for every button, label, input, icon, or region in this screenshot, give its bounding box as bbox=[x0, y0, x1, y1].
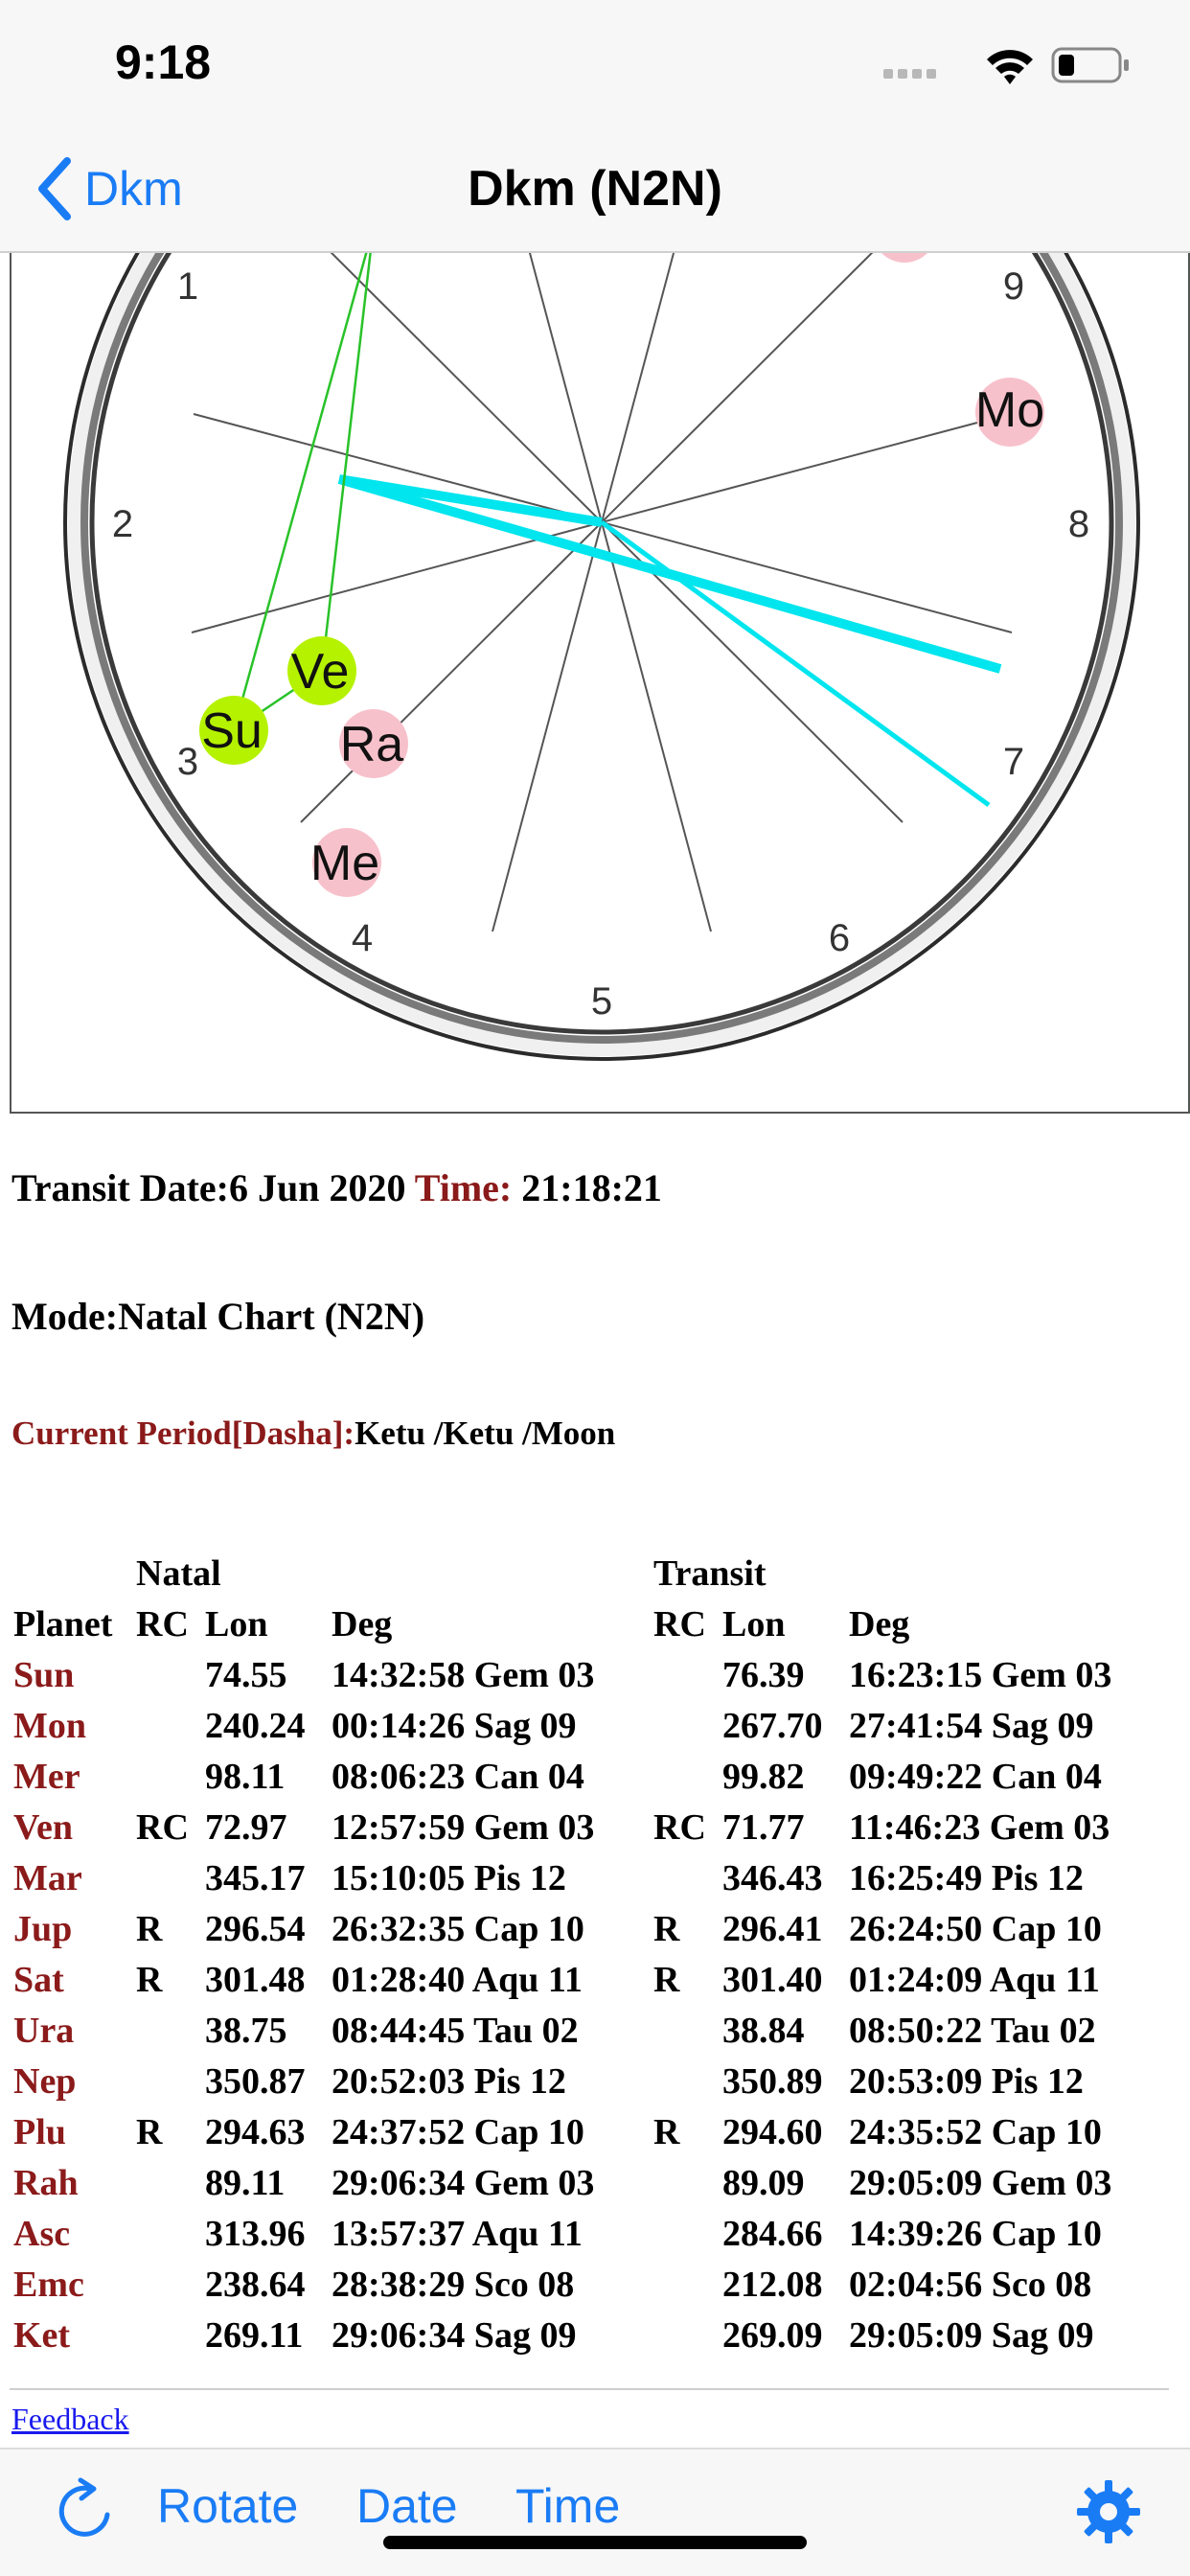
table-row bbox=[13, 2213, 1173, 2264]
table-row bbox=[13, 1857, 1173, 1908]
planet-name-cell: Asc bbox=[13, 2214, 71, 2254]
natal-lon-cell: 240.24 bbox=[205, 1706, 306, 1746]
transit-deg-cell: 02:04:56 Sco 08 bbox=[849, 2265, 1092, 2305]
table-row bbox=[13, 2111, 1173, 2162]
transit-date-label: Transit Date: bbox=[11, 1166, 229, 1209]
planet-name-cell: Rah bbox=[13, 2163, 79, 2203]
planet-column-header: Planet bbox=[13, 1604, 113, 1644]
status-bar bbox=[0, 0, 1190, 126]
table-row bbox=[13, 1654, 1173, 1705]
transit-date-value: 6 Jun 2020 bbox=[229, 1166, 406, 1209]
natal-lon-cell: 294.63 bbox=[205, 2112, 306, 2152]
planet-label-mo: Mo bbox=[974, 382, 1045, 438]
planet-name-cell: Nep bbox=[13, 2061, 77, 2102]
transit-deg-cell: 14:39:26 Cap 10 bbox=[849, 2214, 1102, 2254]
transit-deg-cell: 20:53:09 Pis 12 bbox=[849, 2061, 1084, 2102]
planet-name-cell: Mon bbox=[13, 1706, 86, 1746]
transit-rc-cell: R bbox=[653, 1960, 680, 2000]
aspect-line-thin bbox=[602, 522, 989, 805]
natal-deg-cell: 28:38:29 Sco 08 bbox=[332, 2265, 575, 2305]
natal-deg-cell: 13:57:37 Aqu 11 bbox=[332, 2214, 583, 2254]
house-number-2: 2 bbox=[111, 503, 134, 545]
transit-lon-cell: 38.84 bbox=[722, 2011, 805, 2051]
outer-ring-mid bbox=[84, 253, 1119, 1040]
natal-rc-cell: R bbox=[136, 2112, 163, 2152]
planet-label-ve: Ve bbox=[290, 644, 350, 700]
planet-name-cell: Emc bbox=[13, 2265, 84, 2305]
table-group-header bbox=[13, 1552, 1173, 1603]
natal-lon-header: Lon bbox=[205, 1604, 268, 1644]
transit-deg-cell: 24:35:52 Cap 10 bbox=[849, 2112, 1102, 2152]
status-icons bbox=[883, 42, 1133, 90]
table-row bbox=[13, 1756, 1173, 1806]
transit-lon-cell: 284.66 bbox=[722, 2214, 823, 2254]
house-number-4: 4 bbox=[351, 917, 374, 959]
transit-deg-cell: 11:46:23 Gem 03 bbox=[849, 1807, 1110, 1848]
time-button[interactable]: Time bbox=[515, 2479, 621, 2533]
time-value: 21:18:21 bbox=[521, 1166, 662, 1209]
house-number-3: 3 bbox=[176, 741, 199, 783]
gear-icon[interactable] bbox=[1075, 2478, 1142, 2545]
transit-deg-cell: 26:24:50 Cap 10 bbox=[849, 1909, 1102, 1949]
planet-name-cell: Plu bbox=[13, 2112, 66, 2152]
natal-lon-cell: 98.11 bbox=[205, 1757, 286, 1797]
table-row bbox=[13, 1959, 1173, 2010]
wifi-icon bbox=[987, 50, 1033, 84]
table-row bbox=[13, 2162, 1173, 2213]
chart-wheel bbox=[10, 253, 1190, 1114]
house-number-1: 1 bbox=[176, 265, 199, 308]
natal-lon-cell: 296.54 bbox=[205, 1909, 306, 1949]
natal-header: Natal bbox=[136, 1553, 221, 1594]
battery-icon bbox=[1053, 49, 1129, 81]
transit-lon-cell: 267.70 bbox=[722, 1706, 823, 1746]
natal-deg-cell: 15:10:05 Pis 12 bbox=[332, 1858, 566, 1898]
mode-value: Natal Chart (N2N) bbox=[118, 1295, 425, 1338]
signal-icon bbox=[883, 69, 936, 79]
natal-deg-cell: 29:06:34 Gem 03 bbox=[332, 2163, 595, 2203]
transit-lon-cell: 269.09 bbox=[722, 2315, 823, 2356]
transit-rc-cell: R bbox=[653, 1909, 680, 1949]
transit-deg-header: Deg bbox=[849, 1604, 910, 1644]
table-row bbox=[13, 1806, 1173, 1857]
natal-lon-cell: 269.11 bbox=[205, 2315, 304, 2356]
home-indicator bbox=[383, 2536, 807, 2549]
natal-deg-cell: 00:14:26 Sag 09 bbox=[332, 1706, 577, 1746]
transit-lon-cell: 71.77 bbox=[722, 1807, 805, 1848]
table-row bbox=[13, 2314, 1173, 2365]
mode-label: Mode: bbox=[11, 1295, 119, 1338]
planet-name-cell: Sun bbox=[13, 1655, 75, 1695]
planet-name-cell: Ket bbox=[13, 2315, 71, 2356]
transit-header: Transit bbox=[653, 1553, 767, 1594]
bottom-toolbar bbox=[0, 2448, 1190, 2576]
natal-deg-cell: 12:57:59 Gem 03 bbox=[332, 1807, 595, 1848]
status-time: 9:18 bbox=[115, 35, 212, 89]
rotate-button[interactable]: Rotate bbox=[157, 2479, 299, 2533]
table-row bbox=[13, 1908, 1173, 1959]
natal-deg-cell: 29:06:34 Sag 09 bbox=[332, 2315, 577, 2356]
natal-lon-cell: 89.11 bbox=[205, 2163, 286, 2203]
table-row bbox=[13, 2264, 1173, 2314]
natal-lon-cell: 345.17 bbox=[205, 1858, 306, 1898]
transit-lon-header: Lon bbox=[722, 1604, 786, 1644]
transit-lon-cell: 301.40 bbox=[722, 1960, 823, 2000]
transit-lon-cell: 294.60 bbox=[722, 2112, 823, 2152]
natal-deg-cell: 20:52:03 Pis 12 bbox=[332, 2061, 566, 2102]
table-row bbox=[13, 2060, 1173, 2111]
planet-marker-partial bbox=[872, 253, 937, 263]
house-number-9: 9 bbox=[1002, 265, 1025, 308]
house-number-7: 7 bbox=[1002, 741, 1025, 783]
period-line bbox=[11, 1414, 615, 1453]
house-number-8: 8 bbox=[1067, 503, 1090, 545]
house-number-5: 5 bbox=[590, 980, 613, 1023]
transit-lon-cell: 76.39 bbox=[722, 1655, 805, 1695]
natal-lon-cell: 313.96 bbox=[205, 2214, 306, 2254]
page-title: Dkm (N2N) bbox=[468, 161, 722, 217]
astro-chart[interactable] bbox=[10, 253, 1190, 1114]
natal-lon-cell: 74.55 bbox=[205, 1655, 287, 1695]
back-label: Dkm bbox=[84, 162, 183, 216]
transit-lon-cell: 346.43 bbox=[722, 1858, 823, 1898]
planet-name-cell: Ura bbox=[13, 2011, 75, 2051]
transit-deg-cell: 01:24:09 Aqu 11 bbox=[849, 1960, 1100, 2000]
mode-line bbox=[11, 1294, 424, 1339]
period-label: Current Period[Dasha]: bbox=[11, 1414, 355, 1452]
transit-deg-cell: 27:41:54 Sag 09 bbox=[849, 1706, 1094, 1746]
table-row bbox=[13, 2010, 1173, 2060]
natal-lon-cell: 38.75 bbox=[205, 2011, 287, 2051]
table-row bbox=[13, 1705, 1173, 1756]
transit-date-line bbox=[11, 1165, 662, 1210]
transit-rc-cell: R bbox=[653, 2112, 680, 2152]
planet-table bbox=[13, 1552, 1173, 2365]
planet-name-cell: Sat bbox=[13, 1960, 64, 2000]
natal-rc-cell: R bbox=[136, 1960, 163, 2000]
navigation-bar bbox=[0, 126, 1190, 253]
feedback-link[interactable]: Feedback bbox=[11, 2402, 129, 2436]
transit-rc-cell: RC bbox=[653, 1807, 706, 1848]
transit-rc-header: RC bbox=[653, 1604, 706, 1644]
natal-rc-header: RC bbox=[136, 1604, 189, 1644]
natal-rc-cell: RC bbox=[136, 1807, 189, 1848]
house-number-6: 6 bbox=[828, 917, 851, 959]
transit-deg-cell: 16:23:15 Gem 03 bbox=[849, 1655, 1112, 1695]
transit-lon-cell: 296.41 bbox=[722, 1909, 823, 1949]
natal-deg-cell: 24:37:52 Cap 10 bbox=[332, 2112, 584, 2152]
planet-name-cell: Jup bbox=[13, 1909, 73, 1949]
divider bbox=[10, 2388, 1169, 2390]
house-lines bbox=[192, 253, 1012, 932]
natal-lon-cell: 238.64 bbox=[205, 2265, 306, 2305]
natal-deg-cell: 08:06:23 Can 04 bbox=[332, 1757, 584, 1797]
natal-deg-cell: 26:32:35 Cap 10 bbox=[332, 1909, 584, 1949]
planet-name-cell: Mar bbox=[13, 1858, 82, 1898]
table-column-header bbox=[13, 1603, 1173, 1654]
natal-deg-cell: 14:32:58 Gem 03 bbox=[332, 1655, 595, 1695]
transit-lon-cell: 89.09 bbox=[722, 2163, 805, 2203]
planet-name-cell: Ven bbox=[13, 1807, 73, 1848]
transit-deg-cell: 16:25:49 Pis 12 bbox=[849, 1858, 1084, 1898]
natal-deg-header: Deg bbox=[332, 1604, 393, 1644]
natal-deg-cell: 01:28:40 Aqu 11 bbox=[332, 1960, 583, 2000]
date-button[interactable]: Date bbox=[356, 2479, 458, 2533]
natal-deg-cell: 08:44:45 Tau 02 bbox=[332, 2011, 579, 2051]
transit-lon-cell: 99.82 bbox=[722, 1757, 805, 1797]
refresh-icon[interactable] bbox=[52, 2476, 121, 2545]
transit-lon-cell: 212.08 bbox=[722, 2265, 823, 2305]
planet-name-cell: Mer bbox=[13, 1757, 80, 1797]
planet-label-ra: Ra bbox=[339, 717, 404, 772]
planet-label-me: Me bbox=[309, 836, 380, 891]
outer-ring-edge bbox=[65, 253, 1138, 1059]
table-body bbox=[13, 1654, 1173, 2365]
natal-rc-cell: R bbox=[136, 1909, 163, 1949]
natal-lon-cell: 350.87 bbox=[205, 2061, 306, 2102]
planet-label-su: Su bbox=[201, 703, 263, 759]
period-value: Ketu /Ketu /Moon bbox=[355, 1414, 616, 1452]
outer-ring-highlight bbox=[75, 253, 1129, 1049]
transit-deg-cell: 09:49:22 Can 04 bbox=[849, 1757, 1102, 1797]
transit-deg-cell: 29:05:09 Sag 09 bbox=[849, 2315, 1094, 2356]
natal-lon-cell: 72.97 bbox=[205, 1807, 287, 1848]
time-label: Time: bbox=[414, 1166, 513, 1209]
natal-lon-cell: 301.48 bbox=[205, 1960, 306, 2000]
transit-lon-cell: 350.89 bbox=[722, 2061, 823, 2102]
transit-deg-cell: 29:05:09 Gem 03 bbox=[849, 2163, 1112, 2203]
transit-deg-cell: 08:50:22 Tau 02 bbox=[849, 2011, 1096, 2051]
